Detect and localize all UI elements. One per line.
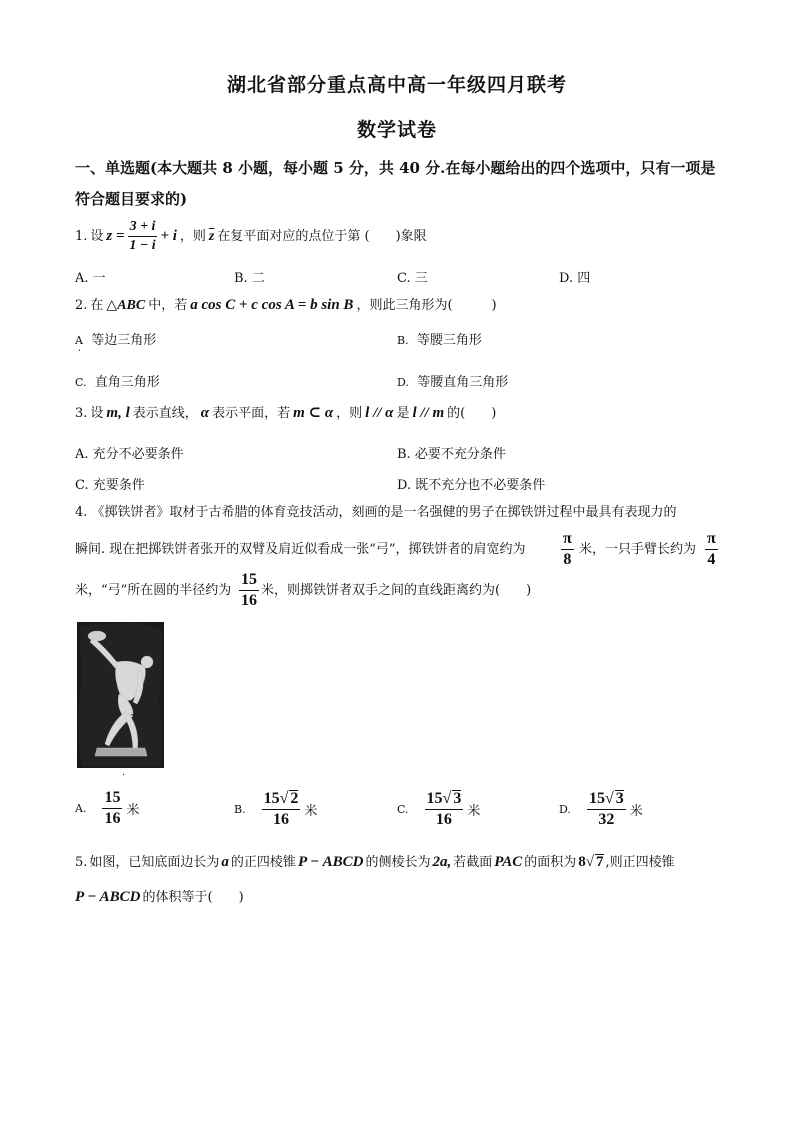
q2-option-b (397, 329, 482, 348)
q4-option-d-num: 15 (588, 790, 605, 807)
q1-option-c (397, 267, 428, 286)
q2-option-d-letter: D. (397, 376, 409, 389)
q5-number: 5. (75, 855, 88, 870)
q1-option-b-letter: B. (234, 271, 248, 286)
q4-line2 (75, 531, 725, 571)
q4-option-a-den: 16 (104, 810, 121, 827)
q2-option-b-text: 等腰三角形 (416, 333, 482, 348)
q5-t5: 的面积为 (524, 855, 577, 870)
q4-frac-radius-den: 16 (241, 592, 257, 609)
q5-area: 8√ 7 (578, 854, 604, 870)
q2-option-c-text: 直角三角形 (94, 375, 160, 390)
q4-option-b-num: 15 (263, 790, 280, 807)
q1-option-c-letter: C. (397, 271, 411, 286)
q1-option-d-letter: D. (559, 271, 574, 286)
q3-option-c-text: 充要条件 (92, 478, 145, 493)
q5-t7: 的体积等于( ) (142, 890, 244, 905)
q4-option-c-num: 15 (426, 790, 443, 807)
q3-option-d-text: 既不充分也不必要条件 (415, 478, 546, 493)
q3-option-a-text: 充分不必要条件 (92, 447, 184, 462)
q2-number: 2. (75, 298, 88, 313)
image-caption-mark: . (122, 768, 125, 778)
q4-option-c-den: 16 (435, 811, 452, 828)
q2-option-d-text: 等腰直角三角形 (417, 375, 509, 390)
q5-line1 (75, 854, 675, 870)
q3-option-b-text: 必要不充分条件 (414, 447, 506, 462)
q4-option-c-letter: C. (397, 802, 409, 816)
q1-frac-den: 1 − i (129, 238, 156, 253)
q4-option-c-rad: 3 (453, 790, 462, 807)
q4-option-a-frac (102, 790, 122, 827)
q4-option-b-den: 16 (272, 811, 289, 828)
q1-option-b-text: 二 (251, 271, 265, 286)
q3-t2: 表示平面，若 (212, 406, 291, 421)
q1-option-a-text: 一 (92, 271, 106, 286)
q3-option-a-letter: A. (75, 447, 89, 462)
q5-2a: 2a, (432, 854, 452, 870)
q5-a: a (221, 854, 229, 870)
q4-frac-arm-den: 4 (707, 551, 716, 568)
q3-alpha: α (200, 405, 210, 421)
q3-t5: 的( ) (447, 406, 497, 421)
q5-t2: 的正四棱锥 (230, 855, 296, 870)
q1-frac-num: 3 + i (128, 220, 158, 237)
q4-frac-arm-num: π (705, 531, 718, 550)
q3-option-a (75, 443, 184, 462)
q5-t4: 若截面 (453, 855, 493, 870)
q4-option-d-letter: D. (559, 802, 571, 816)
q5-line2 (75, 890, 244, 905)
q2-mid: 中，若 (148, 298, 188, 313)
q4-option-a-unit: 米 (126, 803, 140, 818)
q3-option-d-letter: D. (397, 478, 412, 493)
q1-fraction (128, 220, 158, 253)
q4-option-c (397, 790, 480, 828)
q4-option-d-unit: 米 (629, 803, 643, 819)
q5-t3: 的侧棱长为 (365, 855, 431, 870)
q2-option-c (75, 371, 160, 390)
q4-option-d-rad: 3 (615, 790, 624, 807)
q3-t3: ，则 (336, 406, 363, 421)
q3-t1: 表示直线， (132, 406, 198, 421)
q4-line1: 4. 《掷铁饼者》取材于古希腊的体育竞技活动，刻画的是一名强健的男子在掷铁饼过程中最具有表现力的 (75, 505, 677, 520)
q5-pyramid-2: P − ABCD (75, 889, 141, 905)
q5-pyramid: P − ABCD (297, 854, 364, 870)
q3-option-c (75, 474, 145, 493)
section-heading-line1: 一、单选题(本大题共 8 小题，每小题 5 分，共 40 分.在每小题给出的四个选项中，只有一项是 (75, 159, 716, 177)
q2-option-b-letter: B. (397, 334, 409, 347)
q1-z-eq: z = (106, 228, 125, 244)
q4-option-b-unit: 米 (304, 803, 318, 819)
section-heading-line2: 符合题目要求的) (75, 190, 188, 208)
q4-option-b (234, 790, 317, 828)
q4-option-c-unit: 米 (467, 803, 481, 819)
q2-option-c-letter: C. (75, 376, 87, 389)
q4-option-a-num: 15 (102, 790, 122, 809)
q5-area-rad: 7 (596, 854, 604, 870)
q1-number: 1. (75, 229, 88, 244)
q1-zbar: $\overline{z}$ (208, 228, 215, 244)
q5-pac: PAC (494, 854, 523, 870)
q3-ml: m, l (106, 405, 130, 421)
q2-option-a-text: 等边三角形 (91, 333, 157, 348)
q1-option-a-letter: A. (75, 271, 89, 286)
discus-thrower-illustration (75, 620, 166, 770)
q4-option-d (559, 790, 643, 828)
q4-option-b-rad: 2 (290, 790, 299, 807)
q1-post: 在复平面对应的点位于第 ( )象限 (217, 229, 427, 244)
q3-option-c-letter: C. (75, 478, 89, 493)
q4-option-b-frac (262, 790, 301, 828)
q4-frac-radius (239, 572, 259, 609)
q1-option-b (234, 267, 265, 286)
q4-option-d-frac (587, 790, 626, 828)
q5-area-coef: 8 (578, 854, 586, 870)
q1-option-d-text: 四 (577, 271, 591, 286)
q2-triangle: △ABC (106, 298, 146, 313)
q2-option-a-letter: A (75, 334, 83, 347)
q4-frac-arm (705, 531, 718, 568)
q4-line3 (75, 572, 725, 612)
q4-option-c-numerator: 15√ 3 (425, 790, 464, 810)
q4-line2-mid: 米，一只手臂长约为 (579, 542, 697, 557)
q1-option-c-text: 三 (414, 271, 428, 286)
question-2 (75, 298, 497, 313)
q4-option-b-letter: B. (234, 802, 246, 816)
q3-option-b-letter: B. (397, 447, 411, 462)
q2-option-a-dot: · (78, 346, 82, 357)
q1-option-d (559, 267, 590, 286)
q2-post: ，则此三角形为( ) (356, 298, 497, 313)
discus-thrower-image (75, 620, 166, 770)
q4-option-b-numerator: 15√ 2 (262, 790, 301, 810)
q3-option-b (397, 443, 506, 462)
q3-t4: 是 (396, 406, 410, 421)
q3-m-subset: m ⊂ α (293, 405, 334, 421)
q4-line2-pre: 瞬间. 现在把掷铁饼者张开的双臂及肩近似看成一张“弓”，掷铁饼者的肩宽约为 (75, 542, 526, 557)
q1-pre: 设 (90, 229, 104, 244)
q4-line3-pre: 米，“弓”所在圆的半径约为 (75, 583, 232, 598)
q4-frac-shoulder (561, 531, 574, 568)
q1-option-a (75, 267, 106, 286)
page-title: 湖北省部分重点高中高一年级四月联考 (226, 74, 567, 96)
q4-option-c-frac (425, 790, 464, 828)
q2-formula: a cos C + c cos A = b sin B (190, 297, 354, 313)
q2-pre: 在 (90, 298, 104, 313)
q1-mid: ，则 (179, 229, 206, 244)
q2-option-d (397, 371, 508, 390)
question-3 (75, 406, 496, 421)
q3-pre: 设 (90, 406, 104, 421)
q4-option-a (75, 790, 139, 827)
q5-t1: 如图，已知底面边长为 (89, 855, 220, 870)
q4-option-d-numerator: 15√ 3 (587, 790, 626, 810)
q4-frac-shoulder-num: π (561, 531, 574, 550)
q3-number: 3. (75, 406, 88, 421)
page-subtitle: 数学试卷 (356, 119, 437, 141)
q3-l-par-m: l // m (412, 405, 445, 421)
q3-l-par-alpha: l // α (365, 405, 394, 421)
q1-plus-i: + i (160, 228, 177, 244)
question-1 (75, 220, 427, 253)
q2-option-a (75, 329, 156, 348)
q4-option-a-letter: A. (75, 802, 87, 815)
q4-line3-post: 米，则掷铁饼者双手之间的直线距离约为( ) (261, 583, 532, 598)
q3-option-d (397, 474, 545, 493)
q5-t6: ,则正四棱锥 (605, 855, 675, 870)
q4-frac-shoulder-den: 8 (563, 551, 572, 568)
q4-option-d-den: 32 (598, 811, 615, 828)
q4-frac-radius-num: 15 (239, 572, 259, 591)
